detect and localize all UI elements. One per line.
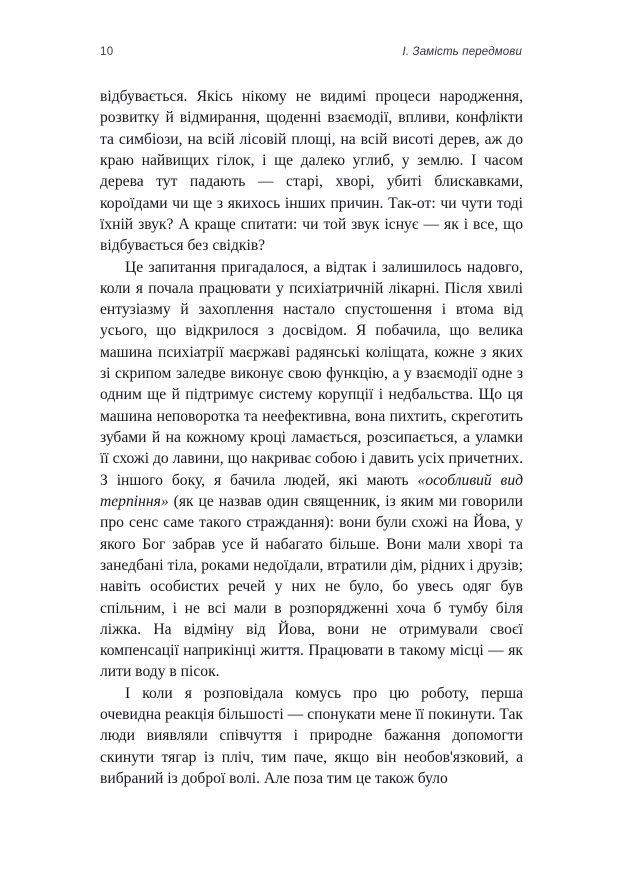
paragraph-2 xyxy=(100,257,523,683)
paragraph-3 xyxy=(100,683,523,790)
text-run: відбувається. Якісь нікому не видимі процеси народження, розвитку й відмирання, щоденні взаємодії, впливи, конфлікти та симбіози, на всій лісовій площі, на всій висоті дерев, аж до краю найвищих гілок, і ще далеко углиб, у землю. І часом дерева тут падають — старі, хворі, убиті блискавками, короїдами чи ще з якихось інших причин. Так-от: чи чути тоді їхній звук? А краще спитати: чи той звук існує — як і все, що відбувається без свідків? xyxy=(100,88,523,255)
running-head xyxy=(100,47,522,67)
text-run: (як це назвав один священник, із яким ми говорили про сенс саме такого страждання): вони були схожі на Йова, у якого Бог забрав усе й набагато більше. Вони мали хворі та занедбані тіла, роками недоїдали, втратили дім, рідних і друзів; навіть особистих речей у них не було, бо увесь одяг був спільним, і не всі мали в розпорядженні хоча б тумбу біля ліжка. На відміну від Йова, вони не отримували своєї компенсації наприкінці життя. Працювати в такому місці — як лити воду в пісок. xyxy=(100,492,523,681)
chapter-running-title: I. Замість передмови xyxy=(402,46,522,58)
body-text-block xyxy=(100,86,523,789)
emphasis-run: «особливий вид терпіння» xyxy=(100,471,524,510)
text-run: Це запитання пригадалося, а відтак і залишилось надовго, коли я почала працювати у психіатричній лікарні. Після хвилі ентузіазму й захоплення настало спустошення і втома від усього, що відкрилося з досвідом. Я побачила, що велика машина психіатрії маєржаві радянські коліщата, кожне з яких зі скрипом заледве виконує свою функцію, а у взаємодії одне з одним ще й підтримує систему корупції і недбальства. Що ця машина неповоротка та неефективна, вона пихтить, скреготить зубами й на кожному кроці ламається, розсипається, а уламки її схожі до лавини, що накриває собою і давить усіх причетних. З іншого боку, я бачила людей, які мають xyxy=(100,258,523,489)
page-number: 10 xyxy=(100,46,114,58)
text-run: І коли я розповідала комусь про цю роботу, перша очевидна реакція більшості — спонукати мене її покинути. Так люди виявляли співчуття і природне бажання допомогти скинути тягар із пліч, тим паче, якщо він необов'язковий, а вибраний із доброї волі. Але поза тим це також було xyxy=(100,684,523,787)
paragraph-1 xyxy=(100,86,523,257)
